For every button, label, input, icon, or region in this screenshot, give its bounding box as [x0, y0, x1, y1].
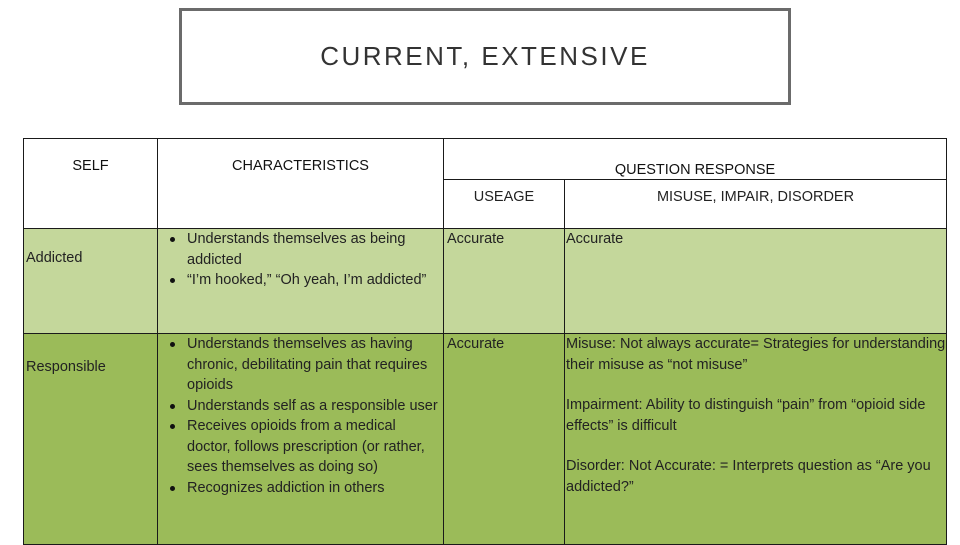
list-item: Receives opioids from a medical doctor, follows prescription (or rather, sees themselves as doing so): [158, 416, 443, 478]
list-item: Understands self as a responsible user: [158, 396, 443, 417]
header-characteristics-label: CHARACTERISTICS: [232, 158, 369, 175]
header-useage: [444, 180, 565, 229]
self-cell: [24, 334, 158, 545]
useage-cell: [444, 229, 565, 334]
misuse-cell: [565, 334, 947, 545]
table-row-addicted: [24, 229, 947, 334]
list-item: Recognizes addiction in others: [158, 478, 443, 499]
characteristics-list: [158, 229, 443, 291]
misuse-text: Accurate: [566, 231, 624, 247]
title-box: [179, 8, 791, 105]
header-misuse-label: MISUSE, IMPAIR, DISORDER: [656, 188, 855, 205]
misuse-text: Misuse: Not always accurate= Strategies for understanding their misuse as “not misuse”: [566, 336, 946, 373]
self-label: Addicted: [26, 249, 83, 266]
header-row: [24, 139, 947, 180]
header-characteristics: [158, 139, 444, 229]
self-cell: [24, 229, 158, 334]
table-row-responsible: [24, 334, 947, 545]
characteristics-list: [158, 334, 443, 498]
useage-cell: [444, 334, 565, 545]
slide-title: CURRENT, EXTENSIVE: [320, 41, 650, 71]
header-question-response: [444, 139, 947, 180]
header-misuse: [565, 180, 947, 229]
header-self: [24, 139, 158, 229]
self-characteristics-table: [23, 138, 947, 545]
characteristics-cell: [158, 334, 444, 545]
header-self-label: SELF: [72, 158, 109, 175]
list-item: “I’m hooked,” “Oh yeah, I’m addicted”: [158, 270, 443, 291]
list-item: Understands themselves as having chronic, debilitating pain that requires opioids: [158, 334, 443, 396]
self-label: Responsible: [26, 358, 106, 375]
useage-value: Accurate: [447, 231, 505, 247]
header-question-response-label: QUESTION RESPONSE: [614, 161, 776, 178]
list-item: Understands themselves as being addicted: [158, 229, 443, 270]
misuse-cell: [565, 229, 947, 334]
impairment-text: Impairment: Ability to distinguish “pain” from “opioid side effects” is difficult: [566, 397, 926, 434]
characteristics-cell: [158, 229, 444, 334]
header-useage-label: USEAGE: [473, 188, 535, 205]
disorder-text: Disorder: Not Accurate: = Interprets question as “Are you addicted?”: [566, 458, 931, 495]
useage-value: Accurate: [447, 336, 505, 352]
